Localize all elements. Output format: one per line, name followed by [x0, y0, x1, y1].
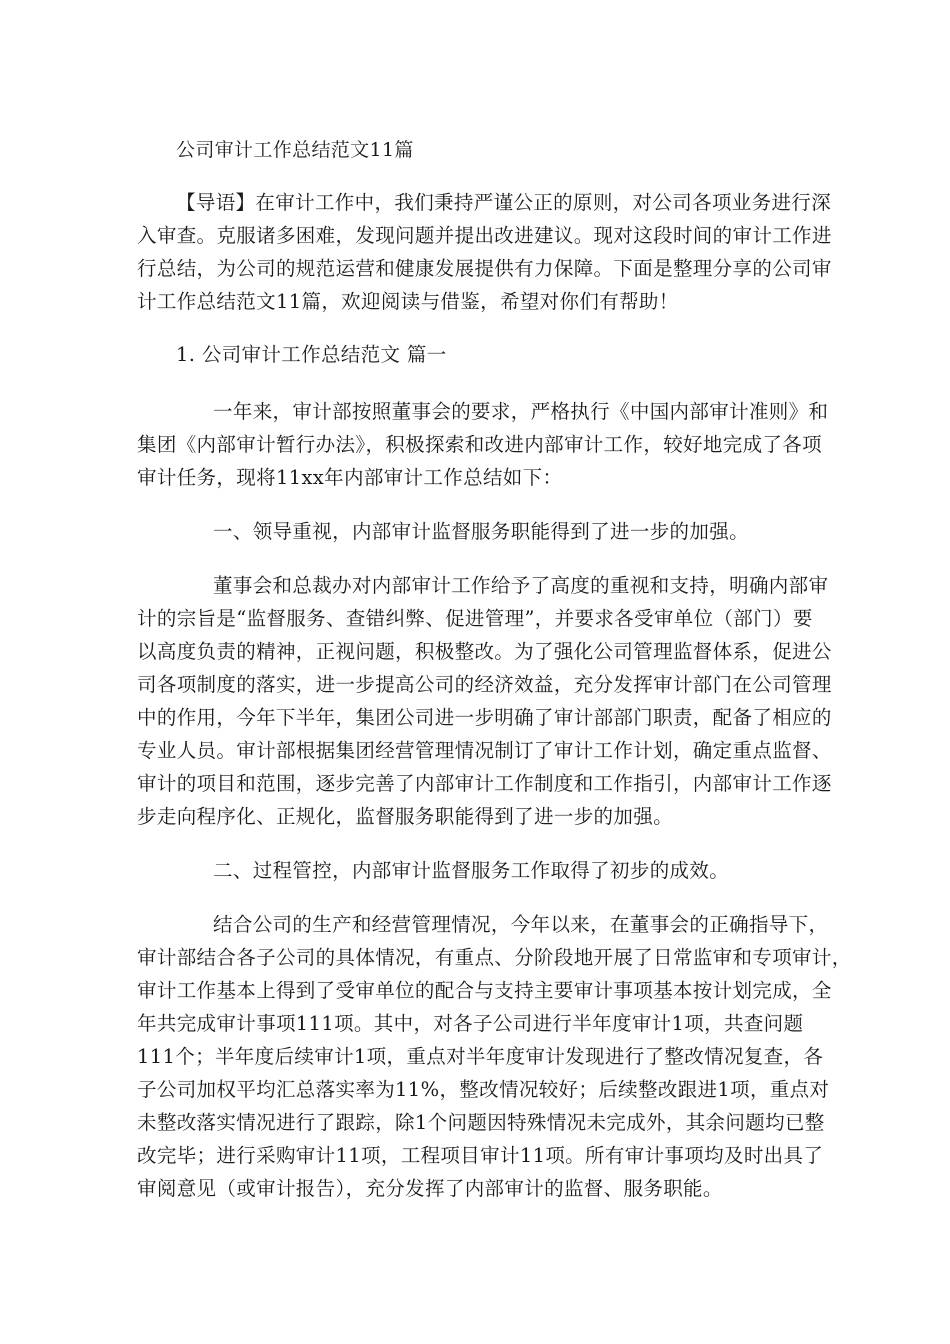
- paragraph-line: 专业人员。审计部根据集团经营管理情况制订了审计工作计划，确定重点监督、: [137, 739, 832, 762]
- subheading: 一、领导重视，内部审计监督服务职能得到了进一步的加强。: [213, 520, 749, 543]
- paragraph-line: 计的宗旨是“监督服务、查错纠弊、促进管理”，并要求各受审单位（部门）要: [137, 607, 813, 630]
- intro-line: 计工作总结范文11篇，欢迎阅读与借鉴，希望对你们有帮助！: [137, 290, 679, 313]
- paragraph-line: 步走向程序化、正规化，监督服务职能得到了进一步的加强。: [137, 805, 673, 828]
- paragraph-line: 司各项制度的落实，进一步提高公司的经济效益，充分发挥审计部门在公司管理: [137, 673, 832, 696]
- paragraph-line: 审阅意见（或审计报告），充分发挥了内部审计的监督、服务职能。: [137, 1177, 723, 1200]
- paragraph-line: 审计部结合各子公司的具体情况，有重点、分阶段地开展了日常监审和专项审计，: [137, 946, 852, 969]
- intro-line: 入审查。克服诸多困难，发现问题并提出改进建议。现对这段时间的审计工作进: [137, 224, 832, 247]
- paragraph-line: 集团《内部审计暂行办法》，积极探索和改进内部审计工作，较好地完成了各项: [137, 433, 823, 456]
- paragraph-line: 审计任务，现将11xx年内部审计工作总结如下：: [137, 466, 563, 489]
- paragraph-line: 以高度负责的精神，正视问题，积极整改。为了强化公司管理监督体系，促进公: [137, 640, 832, 663]
- paragraph-line: 董事会和总裁办对内部审计工作给予了高度的重视和支持，明确内部审: [213, 574, 829, 597]
- intro-line: 行总结，为公司的规范运营和健康发展提供有力保障。下面是整理分享的公司审: [137, 257, 832, 280]
- paragraph-line: 审计的项目和范围，逐步完善了内部审计工作制度和工作指引，内部审计工作逐: [137, 772, 832, 795]
- section-heading: 1. 公司审计工作总结范文 篇一: [176, 343, 447, 366]
- paragraph-line: 一年来，审计部按照董事会的要求，严格执行《中国内部审计准则》和: [213, 400, 829, 423]
- document-title: 公司审计工作总结范文11篇: [176, 139, 414, 161]
- intro-line: 【导语】在审计工作中，我们秉持严谨公正的原则，对公司各项业务进行深: [176, 191, 832, 214]
- paragraph-line: 111个；半年度后续审计1项，重点对半年度审计发现进行了整改情况复查，各: [137, 1045, 824, 1068]
- subheading: 二、过程管控，内部审计监督服务工作取得了初步的成效。: [213, 859, 730, 882]
- paragraph-line: 结合公司的生产和经营管理情况，今年以来，在董事会的正确指导下，: [213, 913, 829, 936]
- paragraph-line: 未整改落实情况进行了跟踪，除1个问题因特殊情况未完成外，其余问题均已整: [137, 1111, 825, 1134]
- paragraph-line: 改完毕；进行采购审计11项，工程项目审计11项。所有审计事项均及时出具了: [137, 1144, 824, 1167]
- paragraph-line: 子公司加权平均汇总落实率为11%，整改情况较好；后续整改跟进1项，重点对: [137, 1078, 830, 1101]
- paragraph-line: 审计工作基本上得到了受审单位的配合与支持主要审计事项基本按计划完成，全: [137, 979, 832, 1002]
- paragraph-line: 中的作用，今年下半年，集团公司进一步明确了审计部部门职责，配备了相应的: [137, 706, 832, 729]
- paragraph-line: 年共完成审计事项111项。其中，对各子公司进行半年度审计1项，共查问题: [137, 1012, 804, 1035]
